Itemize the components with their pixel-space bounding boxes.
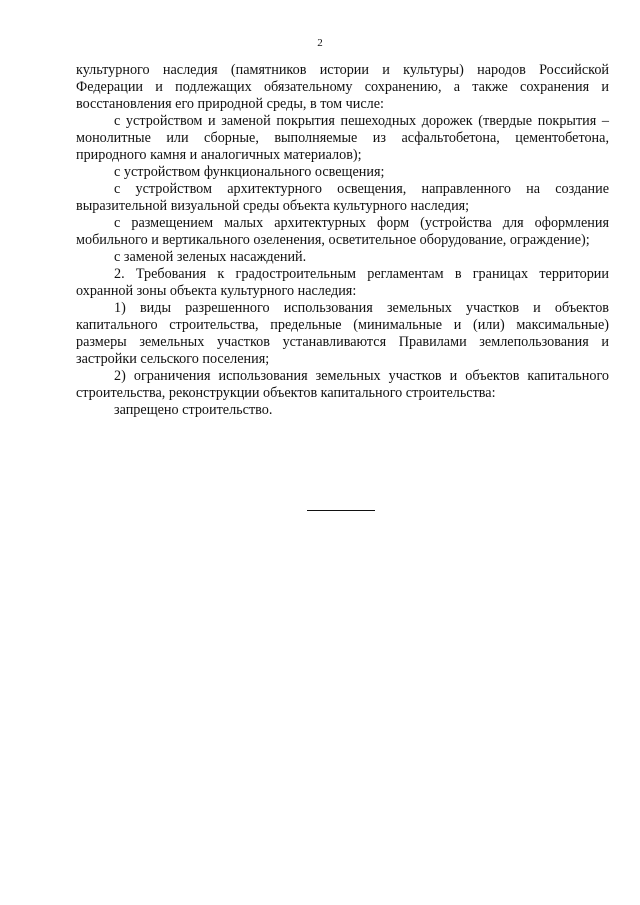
paragraph-subitem-1: 1) виды разрешенного использования земельных участков и объектов капитального строительства, предельные (минимальные и (или) максимальные) размеры земельных участков устанавливаются Правилами землепользования и застройки сельского поселения;: [76, 300, 609, 367]
paragraph-item-green-planting: с заменой зеленых насаждений.: [114, 249, 307, 265]
paragraph-item-functional-lighting: с устройством функционального освещения;: [114, 164, 385, 180]
end-of-document-rule: [307, 510, 375, 511]
paragraph-section-2-heading: 2. Требования к градостроительным регламентам в границах территории охранной зоны объекта культурного наследия:: [76, 266, 609, 299]
paragraph-subitem-2: 2) ограничения использования земельных участков и объектов капитального строительства, реконструкции объектов капитального строительства:: [76, 368, 609, 401]
paragraph-item-small-forms: с размещением малых архитектурных форм (устройства для оформления мобильного и вертикального озеленения, осветительное оборудование, ограждение);: [76, 215, 609, 248]
paragraph-item-architectural-lighting: с устройством архитектурного освещения, направленного на создание выразительной визуальной среды объекта культурного наследия;: [76, 181, 609, 214]
paragraph-construction-prohibited: запрещено строительство.: [114, 402, 273, 418]
document-body: [76, 62, 609, 419]
page-number: 2: [317, 37, 323, 49]
paragraph-item-pavement: с устройством и заменой покрытия пешеходных дорожек (твердые покрытия – монолитные или сборные, выполняемые из асфальтобетона, цементобетона, природного камня и аналогичных материалов);: [76, 113, 609, 163]
paragraph-continuation: культурного наследия (памятников истории и культуры) народов Российской Федерации и подлежащих обязательному сохранению, а также сохранения и восстановления его природной среды, в том числе:: [76, 62, 609, 112]
